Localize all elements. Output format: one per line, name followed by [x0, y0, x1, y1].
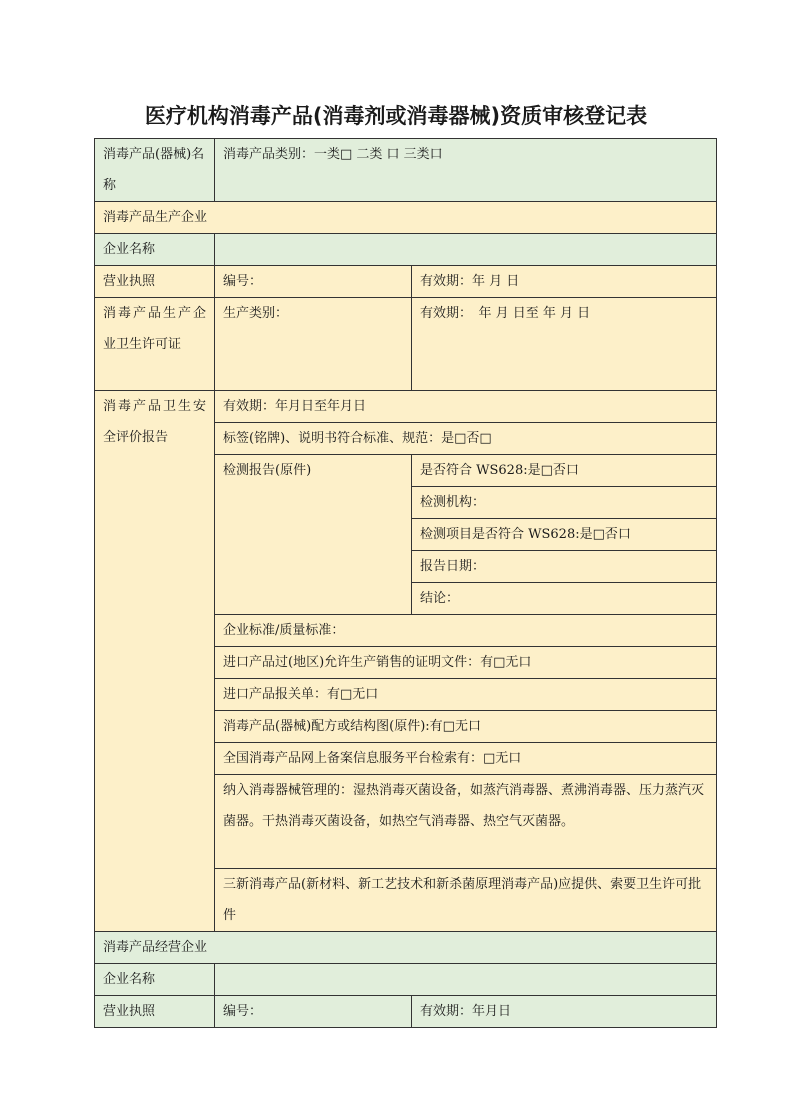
hygiene-license-label: 消毒产品生产企业卫生许可证 [95, 298, 215, 391]
row-product-name [95, 139, 717, 202]
row-distributor-license [95, 996, 717, 1028]
distributor-license-label: 营业执照 [95, 996, 215, 1028]
safety-report-label: 消毒产品卫生安全评价报告 [95, 391, 215, 932]
row-business-license [95, 266, 717, 298]
import-customs-field[interactable]: 进口产品报关单：有□无口 [215, 679, 717, 711]
production-type-field[interactable]: 生产类别： [215, 298, 412, 391]
device-management-field[interactable]: 纳入消毒器械管理的：湿热消毒灭菌设备，如蒸汽消毒器、煮沸消毒器、压力蒸汽灭菌器。干热消毒灭菌设备，如热空气消毒器、热空气灭菌器。 [215, 775, 717, 869]
row-report-validity [95, 391, 717, 423]
hygiene-validity-field[interactable]: 有效期： 年 月 日至 年 月 日 [412, 298, 717, 391]
row-distributor-name [95, 964, 717, 996]
company-name-field[interactable] [215, 234, 717, 266]
import-certificate-field[interactable]: 进口产品过(地区)允许生产销售的证明文件：有□无口 [215, 647, 717, 679]
business-license-label: 营业执照 [95, 266, 215, 298]
manufacturer-section-header: 消毒产品生产企业 [95, 202, 717, 234]
distributor-license-number-field[interactable]: 编号： [215, 996, 412, 1028]
license-number-field[interactable]: 编号： [215, 266, 412, 298]
row-company-name [95, 234, 717, 266]
row-hygiene-license [95, 298, 717, 391]
conclusion-field[interactable]: 结论： [412, 583, 717, 615]
row-distributor-section [95, 932, 717, 964]
new-products-field[interactable]: 三新消毒产品(新材料、新工艺技术和新杀菌原理消毒产品)应提供、索要卫生许可批件 [215, 869, 717, 932]
formula-diagram-field[interactable]: 消毒产品(器械)配方或结构图(原件):有□无口 [215, 711, 717, 743]
row-manufacturer-section [95, 202, 717, 234]
report-date-field[interactable]: 报告日期： [412, 551, 717, 583]
label-compliance-field[interactable]: 标签(铭牌)、说明书符合标准、规范：是□否□ [215, 423, 717, 455]
report-validity-field[interactable]: 有效期：年月日至年月日 [215, 391, 717, 423]
distributor-name-field[interactable] [215, 964, 717, 996]
distributor-license-validity-field[interactable]: 有效期：年月日 [412, 996, 717, 1028]
license-validity-field[interactable]: 有效期：年 月 日 [412, 266, 717, 298]
company-name-label: 企业名称 [95, 234, 215, 266]
ws628-compliance-field[interactable]: 是否符合 WS628:是□否口 [412, 455, 717, 487]
test-institution-field[interactable]: 检测机构： [412, 487, 717, 519]
product-name-label: 消毒产品(器械)名称 [95, 139, 215, 202]
test-report-label: 检测报告(原件) [215, 455, 412, 615]
product-category-field[interactable]: 消毒产品类别：一类□ 二类 口 三类口 [215, 139, 717, 202]
distributor-name-label: 企业名称 [95, 964, 215, 996]
test-items-compliance-field[interactable]: 检测项目是否符合 WS628:是□否口 [412, 519, 717, 551]
page-title: 医疗机构消毒产品(消毒剂或消毒器械)资质审核登记表 [144, 104, 648, 128]
distributor-section-header: 消毒产品经营企业 [95, 932, 717, 964]
enterprise-standard-field[interactable]: 企业标准/质量标准： [215, 615, 717, 647]
national-platform-field[interactable]: 全国消毒产品网上备案信息服务平台检索有：□无口 [215, 743, 717, 775]
registration-form-table [94, 138, 717, 1028]
